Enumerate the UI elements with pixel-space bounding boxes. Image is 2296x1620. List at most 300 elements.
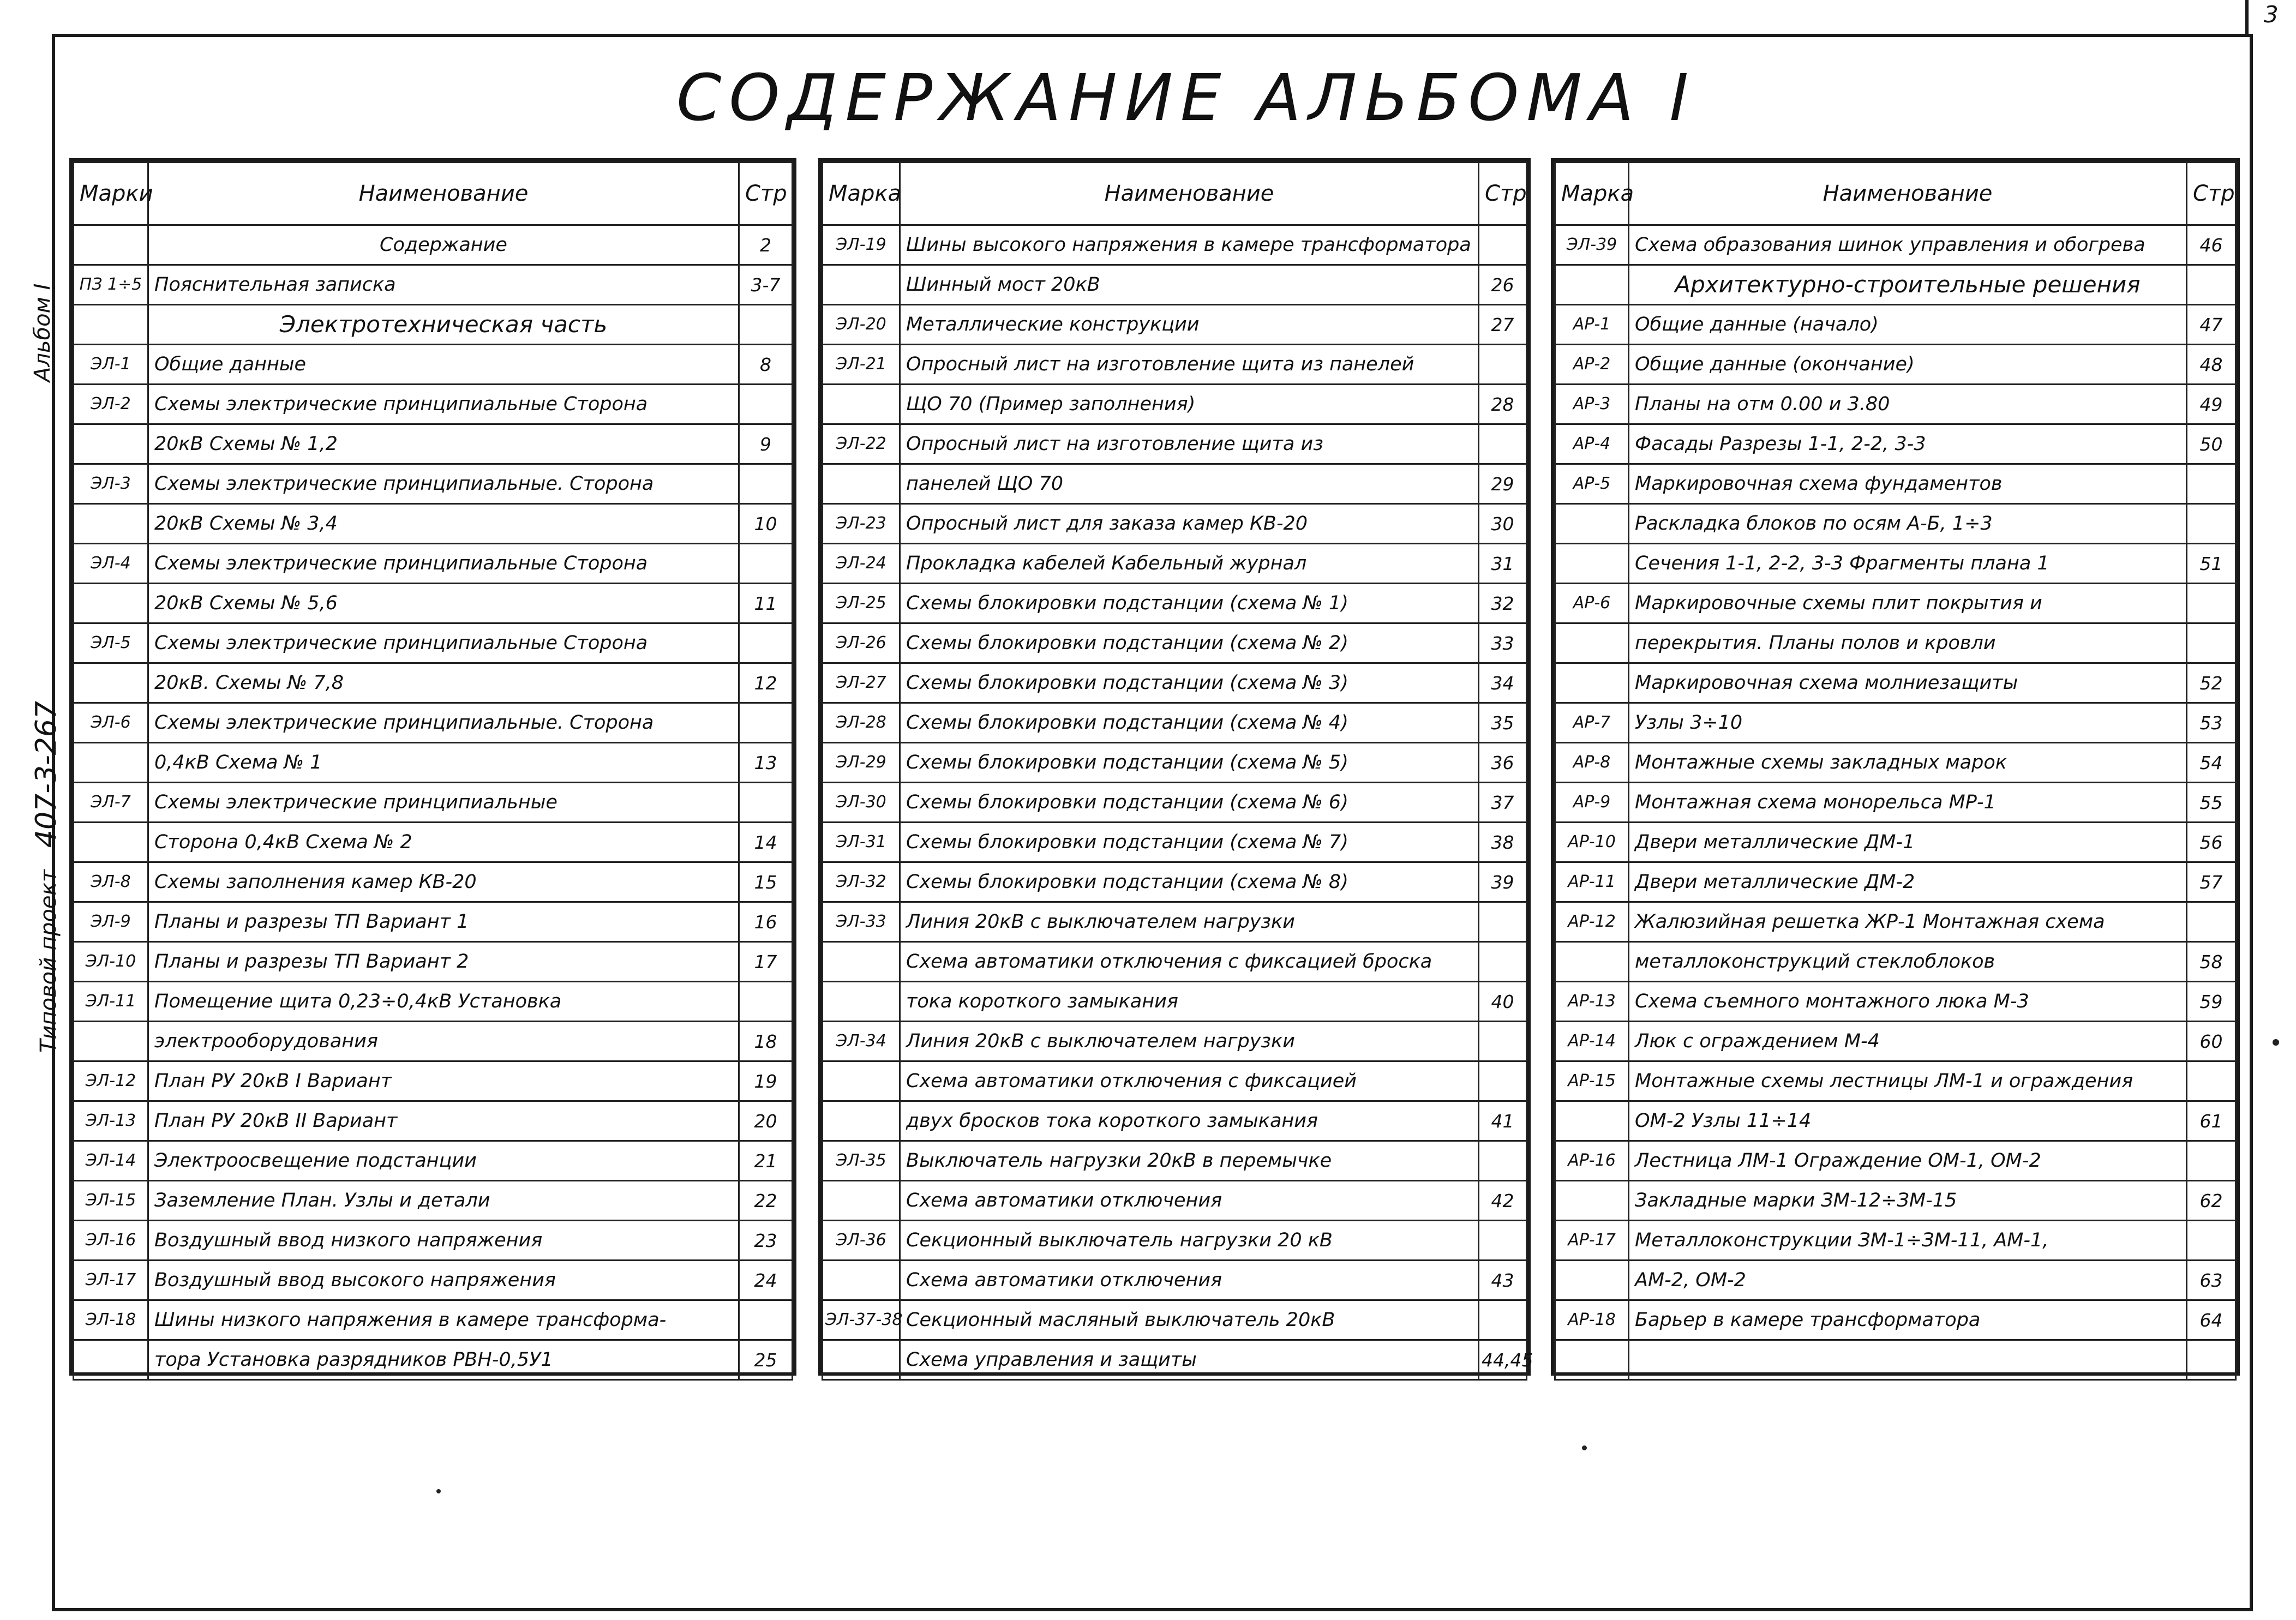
row-mark: ЭЛ-14 [74,1141,148,1181]
table-row [1555,743,2236,783]
row-name: Заземление План. Узлы и детали [148,1181,739,1221]
table-row [1555,305,2236,345]
row-name: Схемы блокировки подстанции (схема № 8) [900,862,1479,902]
row-mark: ЭЛ-37-38 [823,1300,900,1340]
row-page: 43 [1479,1261,1527,1300]
table-row [74,424,793,464]
contents-table-3 [1551,158,2240,1376]
row-mark: АР-14 [1555,1022,1629,1061]
header-name: Наименование [1629,163,2187,225]
table-row [823,225,1527,265]
row-page: 64 [2187,1300,2236,1340]
row-page: 3-7 [739,265,793,305]
row-mark: ЭЛ-34 [823,1022,900,1061]
row-page: 56 [2187,823,2236,862]
row-name: Фасады Разрезы 1-1, 2-2, 3-3 [1629,424,2187,464]
row-mark [823,265,900,305]
row-page: 53 [2187,703,2236,743]
table-row [74,464,793,504]
row-mark: ЭЛ-23 [823,504,900,544]
row-mark: АР-9 [1555,783,1629,823]
row-name: Монтажные схемы закладных марок [1629,743,2187,783]
project-prefix: Типовой проект [36,869,61,1053]
row-page: 30 [1479,504,1527,544]
table-row [1555,1300,2236,1340]
ink-speck [1582,1445,1587,1450]
row-mark [1555,623,1629,663]
row-mark: ЭЛ-33 [823,902,900,942]
row-page [1479,1061,1527,1101]
row-name: тора Установка разрядников РВН-0,5У1 [148,1340,739,1380]
row-mark: ЭЛ-35 [823,1141,900,1181]
row-name: Сечения 1-1, 2-2, 3-3 Фрагменты плана 1 [1629,544,2187,584]
row-name: Помещение щита 0,23÷0,4кВ Установка [148,982,739,1022]
table-row [1555,1221,2236,1261]
row-page [2187,1221,2236,1261]
table-row [74,1300,793,1340]
row-page [2187,265,2236,305]
table-row [823,1181,1527,1221]
table-row [74,942,793,982]
row-name: Маркировочная схема фундаментов [1629,464,2187,504]
row-name: Архитектурно-строительные решения [1629,265,2187,305]
table-row [74,862,793,902]
row-mark: АР-5 [1555,464,1629,504]
row-name: электрооборудования [148,1022,739,1061]
table-row [1555,1022,2236,1061]
table-row [74,1340,793,1380]
row-name: 0,4кВ Схема № 1 [148,743,739,783]
row-mark: АР-10 [1555,823,1629,862]
row-name: 20кВ Схемы № 5,6 [148,584,739,623]
row-page: 10 [739,504,793,544]
table-row [823,1261,1527,1300]
row-mark: ЭЛ-10 [74,942,148,982]
row-mark [823,1101,900,1141]
row-name: Схема автоматики отключения с фиксацией броска [900,942,1479,982]
table-row [74,225,793,265]
row-name: Маркировочные схемы плит покрытия и [1629,584,2187,623]
row-page: 63 [2187,1261,2236,1300]
row-mark: АР-1 [1555,305,1629,345]
row-page: 16 [739,902,793,942]
table-row [823,823,1527,862]
row-name: Секционный выключатель нагрузки 20 кВ [900,1221,1479,1261]
row-page [739,385,793,424]
table-row [1555,1340,2236,1380]
table-row [823,743,1527,783]
row-name: Двери металлические ДМ-1 [1629,823,2187,862]
header-mark: Марка [1555,163,1629,225]
table-row [1555,584,2236,623]
row-page: 2 [739,225,793,265]
row-page: 11 [739,584,793,623]
row-name: План РУ 20кВ I Вариант [148,1061,739,1101]
row-mark: АР-3 [1555,385,1629,424]
row-name: Схема управления и защиты [900,1340,1479,1380]
row-page: 27 [1479,305,1527,345]
table-row [1555,942,2236,982]
row-mark: ЭЛ-21 [823,345,900,385]
row-name: Схемы электрические принципиальные [148,783,739,823]
row-page: 22 [739,1181,793,1221]
row-mark [823,1340,900,1380]
row-page: 25 [739,1340,793,1380]
row-page: 41 [1479,1101,1527,1141]
row-mark: ЭЛ-39 [1555,225,1629,265]
row-page [2187,623,2236,663]
row-mark: ЭЛ-8 [74,862,148,902]
table-row [823,464,1527,504]
row-page: 23 [739,1221,793,1261]
row-page: 39 [1479,862,1527,902]
table-row [74,1221,793,1261]
row-mark: ЭЛ-27 [823,663,900,703]
row-mark [74,743,148,783]
row-page: 8 [739,345,793,385]
row-page: 55 [2187,783,2236,823]
header-mark: Марка [823,163,900,225]
row-page [739,783,793,823]
side-album-label: Альбом I [30,283,55,382]
row-name: Выключатель нагрузки 20кВ в перемычке [900,1141,1479,1181]
row-name: Схемы блокировки подстанции (схема № 4) [900,703,1479,743]
row-name: Двери металлические ДМ-2 [1629,862,2187,902]
header-mark: Марки [74,163,148,225]
table-row [823,663,1527,703]
row-page: 51 [2187,544,2236,584]
row-mark: ЭЛ-4 [74,544,148,584]
row-page: 36 [1479,743,1527,783]
row-page: 20 [739,1101,793,1141]
row-name: Схемы блокировки подстанции (схема № 1) [900,584,1479,623]
row-mark: ЭЛ-16 [74,1221,148,1261]
table-row [1555,1141,2236,1181]
row-name: Схемы заполнения камер КВ-20 [148,862,739,902]
row-name: Схема автоматики отключения [900,1181,1479,1221]
row-page: 14 [739,823,793,862]
row-mark: ЭЛ-12 [74,1061,148,1101]
row-name: Лестница ЛМ-1 Ограждение ОМ-1, ОМ-2 [1629,1141,2187,1181]
row-name: 20кВ Схемы № 1,2 [148,424,739,464]
row-page [739,623,793,663]
table-row [823,265,1527,305]
row-name: АМ-2, ОМ-2 [1629,1261,2187,1300]
row-page: 24 [739,1261,793,1300]
row-name: 20кВ. Схемы № 7,8 [148,663,739,703]
row-mark [1555,504,1629,544]
row-page [739,1300,793,1340]
row-mark: ЭЛ-15 [74,1181,148,1221]
row-page [1479,1022,1527,1061]
row-page: 26 [1479,265,1527,305]
table-row [74,902,793,942]
row-name: Шинный мост 20кВ [900,265,1479,305]
table-row [823,703,1527,743]
row-page [1479,902,1527,942]
row-name: 20кВ Схемы № 3,4 [148,504,739,544]
row-name: Опросный лист на изготовление щита из [900,424,1479,464]
table-row [74,1022,793,1061]
row-mark: ЭЛ-30 [823,783,900,823]
row-mark [1555,544,1629,584]
row-page [739,464,793,504]
table-row [74,623,793,663]
row-mark [1555,1101,1629,1141]
row-name: План РУ 20кВ II Вариант [148,1101,739,1141]
row-mark: ЭЛ-18 [74,1300,148,1340]
header-name: Наименование [900,163,1479,225]
ink-speck [436,1489,441,1493]
row-mark: ЭЛ-22 [823,424,900,464]
row-page: 28 [1479,385,1527,424]
row-mark: АР-7 [1555,703,1629,743]
row-name: Металлоконструкции ЗМ-1÷ЗМ-11, АМ-1, [1629,1221,2187,1261]
row-page: 52 [2187,663,2236,703]
table-row [1555,1181,2236,1221]
table-row [1555,225,2236,265]
row-page [1479,1141,1527,1181]
table-row [823,345,1527,385]
row-mark: ЭЛ-24 [823,544,900,584]
row-mark [74,1022,148,1061]
row-name: Схемы электрические принципиальные Сторона [148,623,739,663]
table-row [1555,862,2236,902]
row-name: Планы на отм 0.00 и 3.80 [1629,385,2187,424]
row-page: 34 [1479,663,1527,703]
row-page [2187,584,2236,623]
row-name: Схемы электрические принципиальные Сторона [148,385,739,424]
row-page: 12 [739,663,793,703]
table-row [823,1300,1527,1340]
header-page: Стр [739,163,793,225]
row-page: 47 [2187,305,2236,345]
row-name: Линия 20кВ с выключателем нагрузки [900,902,1479,942]
row-page [2187,504,2236,544]
row-page: 61 [2187,1101,2236,1141]
row-name: Схемы блокировки подстанции (схема № 6) [900,783,1479,823]
row-mark [74,225,148,265]
table-header-row [823,163,1527,225]
row-page: 48 [2187,345,2236,385]
row-mark [74,1340,148,1380]
table-row [1555,504,2236,544]
contents-table-2 [818,158,1531,1376]
row-name: Планы и разрезы ТП Вариант 2 [148,942,739,982]
row-page: 18 [739,1022,793,1061]
row-mark: АР-2 [1555,345,1629,385]
page-title: СОДЕРЖАНИЕ АЛЬБОМА I [676,60,1696,135]
table-row [1555,623,2236,663]
row-mark: АР-8 [1555,743,1629,783]
row-page: 60 [2187,1022,2236,1061]
row-mark [823,942,900,982]
table-row [74,1061,793,1101]
row-name: Секционный масляный выключатель 20кВ [900,1300,1479,1340]
row-name: Прокладка кабелей Кабельный журнал [900,544,1479,584]
row-name: Схема автоматики отключения [900,1261,1479,1300]
table-row [823,623,1527,663]
row-name: Схема автоматики отключения с фиксацией [900,1061,1479,1101]
table-row [823,1340,1527,1380]
table-row [1555,424,2236,464]
table-row [1555,544,2236,584]
row-mark: ЭЛ-13 [74,1101,148,1141]
row-mark: ЭЛ-1 [74,345,148,385]
row-page: 42 [1479,1181,1527,1221]
table-row [74,584,793,623]
row-mark: ЭЛ-29 [823,743,900,783]
row-name: Воздушный ввод высокого напряжения [148,1261,739,1300]
row-mark: ЭЛ-6 [74,703,148,743]
row-name: Опросный лист для заказа камер КВ-20 [900,504,1479,544]
row-mark [74,823,148,862]
row-mark: ЭЛ-11 [74,982,148,1022]
row-page: 46 [2187,225,2236,265]
row-page [2187,1061,2236,1101]
row-name: Узлы 3÷10 [1629,703,2187,743]
row-page: 33 [1479,623,1527,663]
row-page [739,544,793,584]
row-page: 32 [1479,584,1527,623]
table-row [74,385,793,424]
row-mark: АР-4 [1555,424,1629,464]
table-row [74,1141,793,1181]
table-row [74,743,793,783]
table-row [823,305,1527,345]
row-page: 21 [739,1141,793,1181]
table-header-row [74,163,793,225]
table-row [823,1022,1527,1061]
row-name: Сторона 0,4кВ Схема № 2 [148,823,739,862]
row-page: 59 [2187,982,2236,1022]
row-mark: АР-11 [1555,862,1629,902]
row-page [739,305,793,345]
row-mark [74,663,148,703]
row-page: 17 [739,942,793,982]
table-row [1555,823,2236,862]
row-name: Схемы блокировки подстанции (схема № 7) [900,823,1479,862]
side-project-label [30,679,63,1053]
row-page [1479,345,1527,385]
row-page [2187,902,2236,942]
row-page: 9 [739,424,793,464]
row-name: перекрытия. Планы полов и кровли [1629,623,2187,663]
row-mark: АР-6 [1555,584,1629,623]
row-mark: ЭЛ-32 [823,862,900,902]
row-mark: ЭЛ-26 [823,623,900,663]
table-row [1555,663,2236,703]
row-mark: ПЗ 1÷5 [74,265,148,305]
row-page [1479,424,1527,464]
ink-speck [2273,1039,2279,1046]
table-row [74,1181,793,1221]
row-name: Маркировочная схема молниезащиты [1629,663,2187,703]
table-row [823,424,1527,464]
row-name: Электроосвещение подстанции [148,1141,739,1181]
table-row [823,982,1527,1022]
row-mark [823,1181,900,1221]
row-page [739,703,793,743]
row-mark [1555,942,1629,982]
row-page [1479,942,1527,982]
table-row [74,663,793,703]
row-page [2187,1340,2236,1380]
table-row [823,1141,1527,1181]
row-page [1479,225,1527,265]
row-name: Схемы блокировки подстанции (схема № 3) [900,663,1479,703]
row-page: 29 [1479,464,1527,504]
table-row [823,862,1527,902]
row-name: Планы и разрезы ТП Вариант 1 [148,902,739,942]
row-page: 31 [1479,544,1527,584]
row-name: Барьер в камере трансформатора [1629,1300,2187,1340]
row-page: 37 [1479,783,1527,823]
table-row [823,1101,1527,1141]
table-row [1555,783,2236,823]
row-name: Воздушный ввод низкого напряжения [148,1221,739,1261]
row-mark: ЭЛ-28 [823,703,900,743]
table-row [823,1221,1527,1261]
table-row [74,982,793,1022]
row-name: Закладные марки ЗМ-12÷ЗМ-15 [1629,1181,2187,1221]
row-name: Монтажные схемы лестницы ЛМ-1 и ограждения [1629,1061,2187,1101]
row-mark [74,584,148,623]
row-page [2187,1141,2236,1181]
row-name: Схема съемного монтажного люка М-3 [1629,982,2187,1022]
table-row [1555,1061,2236,1101]
table-row [823,504,1527,544]
row-mark [74,504,148,544]
row-mark: АР-17 [1555,1221,1629,1261]
row-name: Схемы электрические принципиальные. Сторона [148,464,739,504]
row-name: Шины низкого напряжения в камере трансформа- [148,1300,739,1340]
table-row [74,504,793,544]
row-mark: ЭЛ-36 [823,1221,900,1261]
row-name: Электротехническая часть [148,305,739,345]
row-name: металлоконструкций стеклоблоков [1629,942,2187,982]
row-name: Схема образования шинок управления и обогрева [1629,225,2187,265]
table-row [74,703,793,743]
row-page [1479,1221,1527,1261]
table-row [1555,982,2236,1022]
row-mark: АР-13 [1555,982,1629,1022]
row-mark: АР-18 [1555,1300,1629,1340]
row-mark: ЭЛ-2 [74,385,148,424]
table-row [74,1101,793,1141]
row-name: Опросный лист на изготовление щита из панелей [900,345,1479,385]
row-name: Схемы электрические принципиальные. Сторона [148,703,739,743]
row-name: ОМ-2 Узлы 11÷14 [1629,1101,2187,1141]
row-name: Пояснительная записка [148,265,739,305]
table-row [823,902,1527,942]
row-page: 19 [739,1061,793,1101]
row-mark: АР-16 [1555,1141,1629,1181]
table-row [823,385,1527,424]
row-name: Схемы электрические принципиальные Сторона [148,544,739,584]
row-mark: ЭЛ-25 [823,584,900,623]
table-row [1555,464,2236,504]
table-row [823,584,1527,623]
row-name: Шины высокого напряжения в камере трансформатора [900,225,1479,265]
row-page: 40 [1479,982,1527,1022]
table-row [823,544,1527,584]
row-mark: ЭЛ-17 [74,1261,148,1300]
row-mark [823,464,900,504]
row-mark [1555,663,1629,703]
row-mark: ЭЛ-19 [823,225,900,265]
row-page: 57 [2187,862,2236,902]
